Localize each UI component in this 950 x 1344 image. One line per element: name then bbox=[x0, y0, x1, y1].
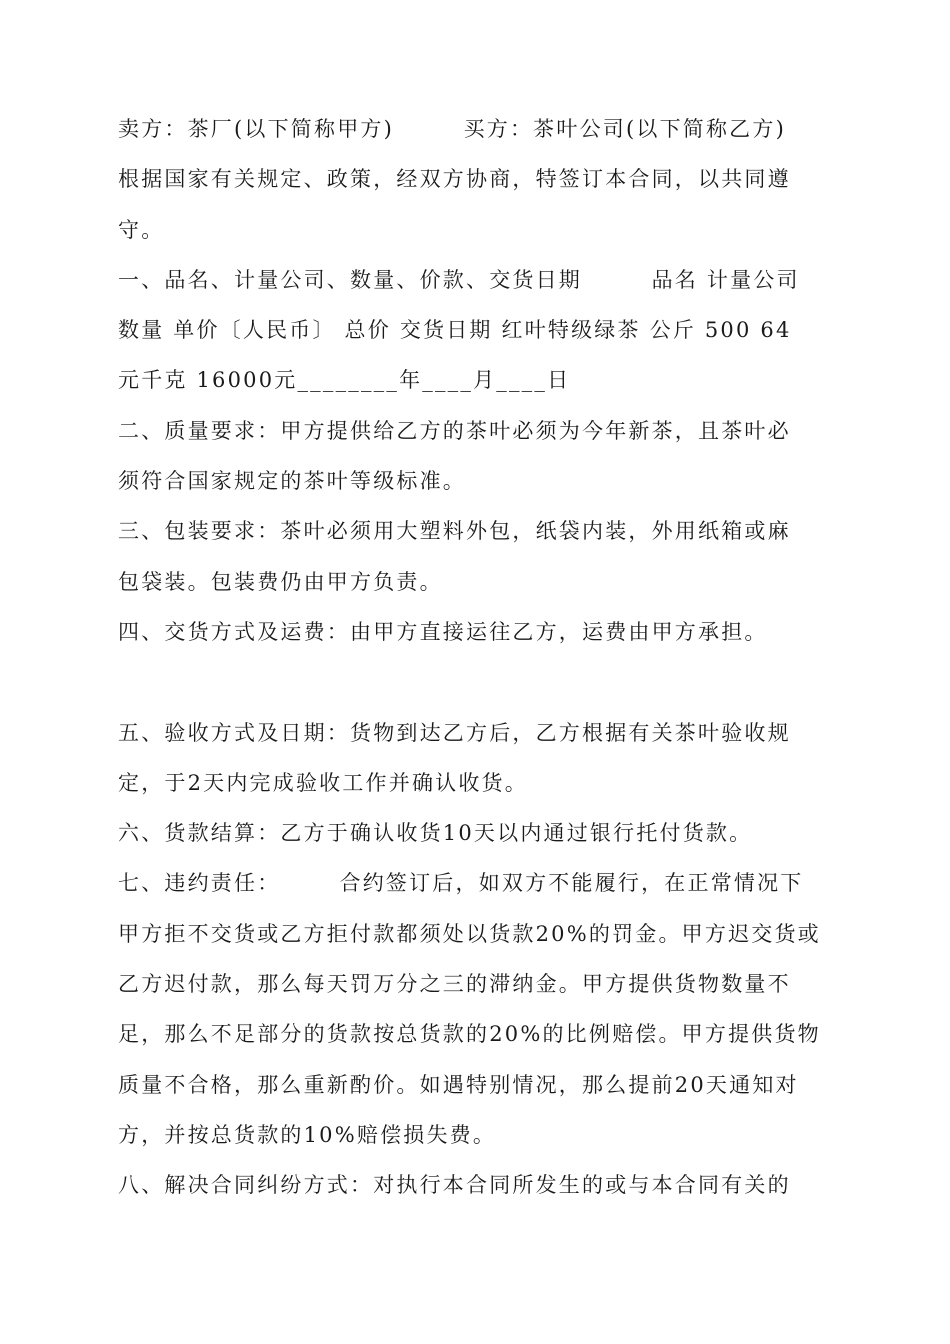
contract-body bbox=[118, 104, 838, 1211]
text-line: 七、违约责任： 合约签订后，如双方不能履行，在正常情况下 bbox=[118, 871, 804, 896]
text-line: 定，于2天内完成验收工作并确认收货。 bbox=[118, 770, 528, 795]
text-line: 一、品名、计量公司、数量、价款、交货日期 品名 计量公司 bbox=[118, 267, 800, 292]
text-line: 方，并按总货款的10%赔偿损失费。 bbox=[118, 1122, 497, 1147]
text-line: 甲方拒不交货或乙方拒付款都须处以货款20%的罚金。甲方迟交货或 bbox=[118, 921, 821, 946]
text-line: 六、货款结算：乙方于确认收货10天以内通过银行托付货款。 bbox=[118, 821, 753, 846]
text-line: 须符合国家规定的茶叶等级标准。 bbox=[118, 469, 466, 494]
text-line: 数量 单价〔人民币〕 总价 交货日期 红叶特级绿茶 公斤 500 64 bbox=[118, 318, 792, 343]
text-line: 根据国家有关规定、政策，经双方协商，特签订本合同，以共同遵 bbox=[118, 167, 791, 192]
text-line: 二、质量要求：甲方提供给乙方的茶叶必须为今年新茶，且茶叶必 bbox=[118, 418, 791, 443]
text-line: 三、包装要求：茶叶必须用大塑料外包，纸袋内装，外用纸箱或麻 bbox=[118, 519, 791, 544]
text-line: 乙方迟付款，那么每天罚万分之三的滞纳金。甲方提供货物数量不 bbox=[118, 972, 791, 997]
text-line: 质量不合格，那么重新酌价。如遇特别情况，那么提前20天通知对 bbox=[118, 1072, 799, 1097]
text-line: 五、验收方式及日期：货物到达乙方后，乙方根据有关茶叶验收规 bbox=[118, 720, 791, 745]
blank-line bbox=[118, 657, 838, 707]
text-line: 元千克 16000元________年____月____日 bbox=[118, 368, 571, 393]
text-line: 卖方：茶厂(以下简称甲方) 买方：茶叶公司(以下简称乙方) bbox=[118, 117, 786, 141]
text-line: 足，那么不足部分的货款按总货款的20%的比例赔偿。甲方提供货物 bbox=[118, 1022, 821, 1047]
text-line: 八、解决合同纠纷方式：对执行本合同所发生的或与本合同有关的 bbox=[118, 1173, 791, 1198]
text-line: 四、交货方式及运费：由甲方直接运往乙方，运费由甲方承担。 bbox=[118, 619, 768, 644]
text-line: 包袋装。包装费仍由甲方负责。 bbox=[118, 569, 443, 594]
text-line: 守。 bbox=[118, 217, 165, 242]
